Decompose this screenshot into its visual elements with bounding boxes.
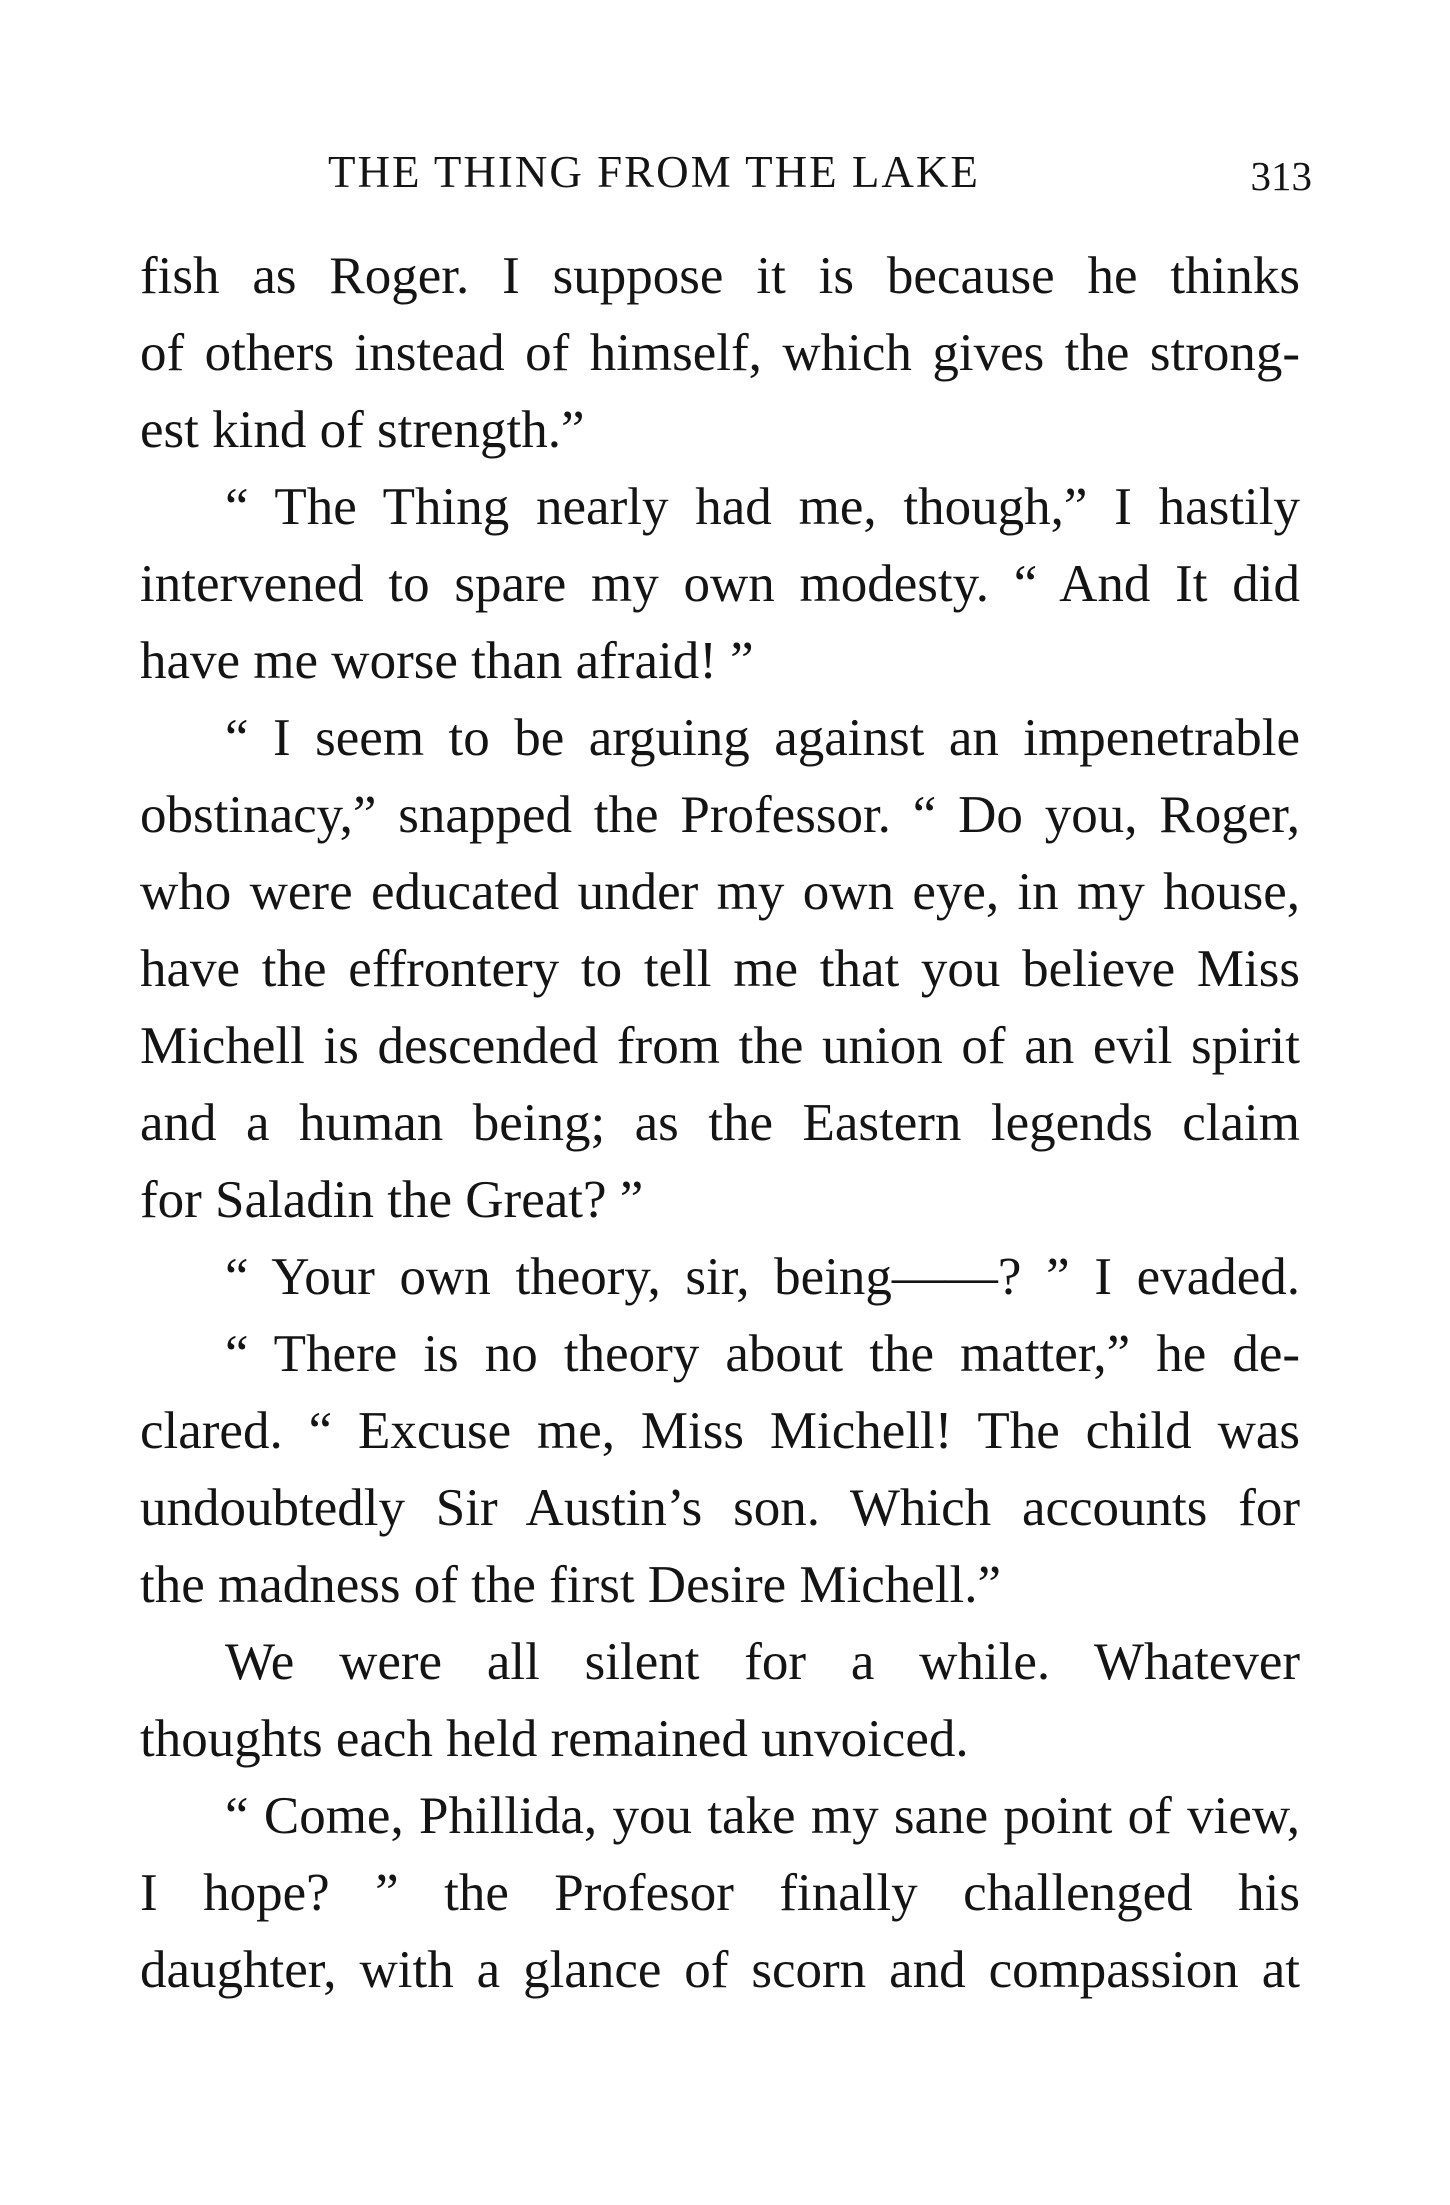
running-head [140,142,1312,202]
text-line: Michell is descended from the union of an evil spirit [140,1017,1300,1075]
text-line: “ Come, Phillida, you take my sane point of view, [225,1787,1300,1845]
text-line: of others instead of himself, which gives the strong- [140,324,1300,382]
page-number: 313 [1250,153,1312,199]
text-line: have the effrontery to tell me that you believe Miss [140,940,1300,998]
body-text [140,238,1300,2009]
text-line: fish as Roger. I suppose it is because he thinks [140,247,1300,305]
text-line: I hope? ” the Profesor finally challenged his [140,1864,1300,1922]
text-line: obstinacy,” snapped the Professor. “ Do you, Roger, [140,786,1300,844]
text-line: and a human being; as the Eastern legends claim [140,1094,1300,1152]
text-line: the madness of the first Desire Michell.” [140,1556,1001,1614]
text-line: clared. “ Excuse me, Miss Michell! The child was [140,1402,1300,1460]
text-line: undoubtedly Sir Austin’s son. Which accounts for [140,1479,1300,1537]
text-line: daughter, with a glance of scorn and compassion at [140,1941,1300,1999]
text-line: thoughts each held remained unvoiced. [140,1710,969,1768]
text-line: intervened to spare my own modesty. “ And It did [140,555,1300,613]
text-line: who were educated under my own eye, in my house, [140,863,1300,921]
text-line: “ I seem to be arguing against an impenetrable [225,709,1300,767]
text-line: for Saladin the Great? ” [140,1171,644,1229]
running-title: THE THING FROM THE LAKE [328,147,980,197]
text-line: est kind of strength.” [140,401,585,459]
text-line: have me worse than afraid! ” [140,632,754,690]
text-line: “ The Thing nearly had me, though,” I hastily [225,478,1300,536]
text-line: We were all silent for a while. Whatever [225,1633,1300,1691]
text-line: “ Your own theory, sir, being——? ” I evaded. [225,1248,1300,1306]
text-line: “ There is no theory about the matter,” he de- [225,1325,1300,1383]
